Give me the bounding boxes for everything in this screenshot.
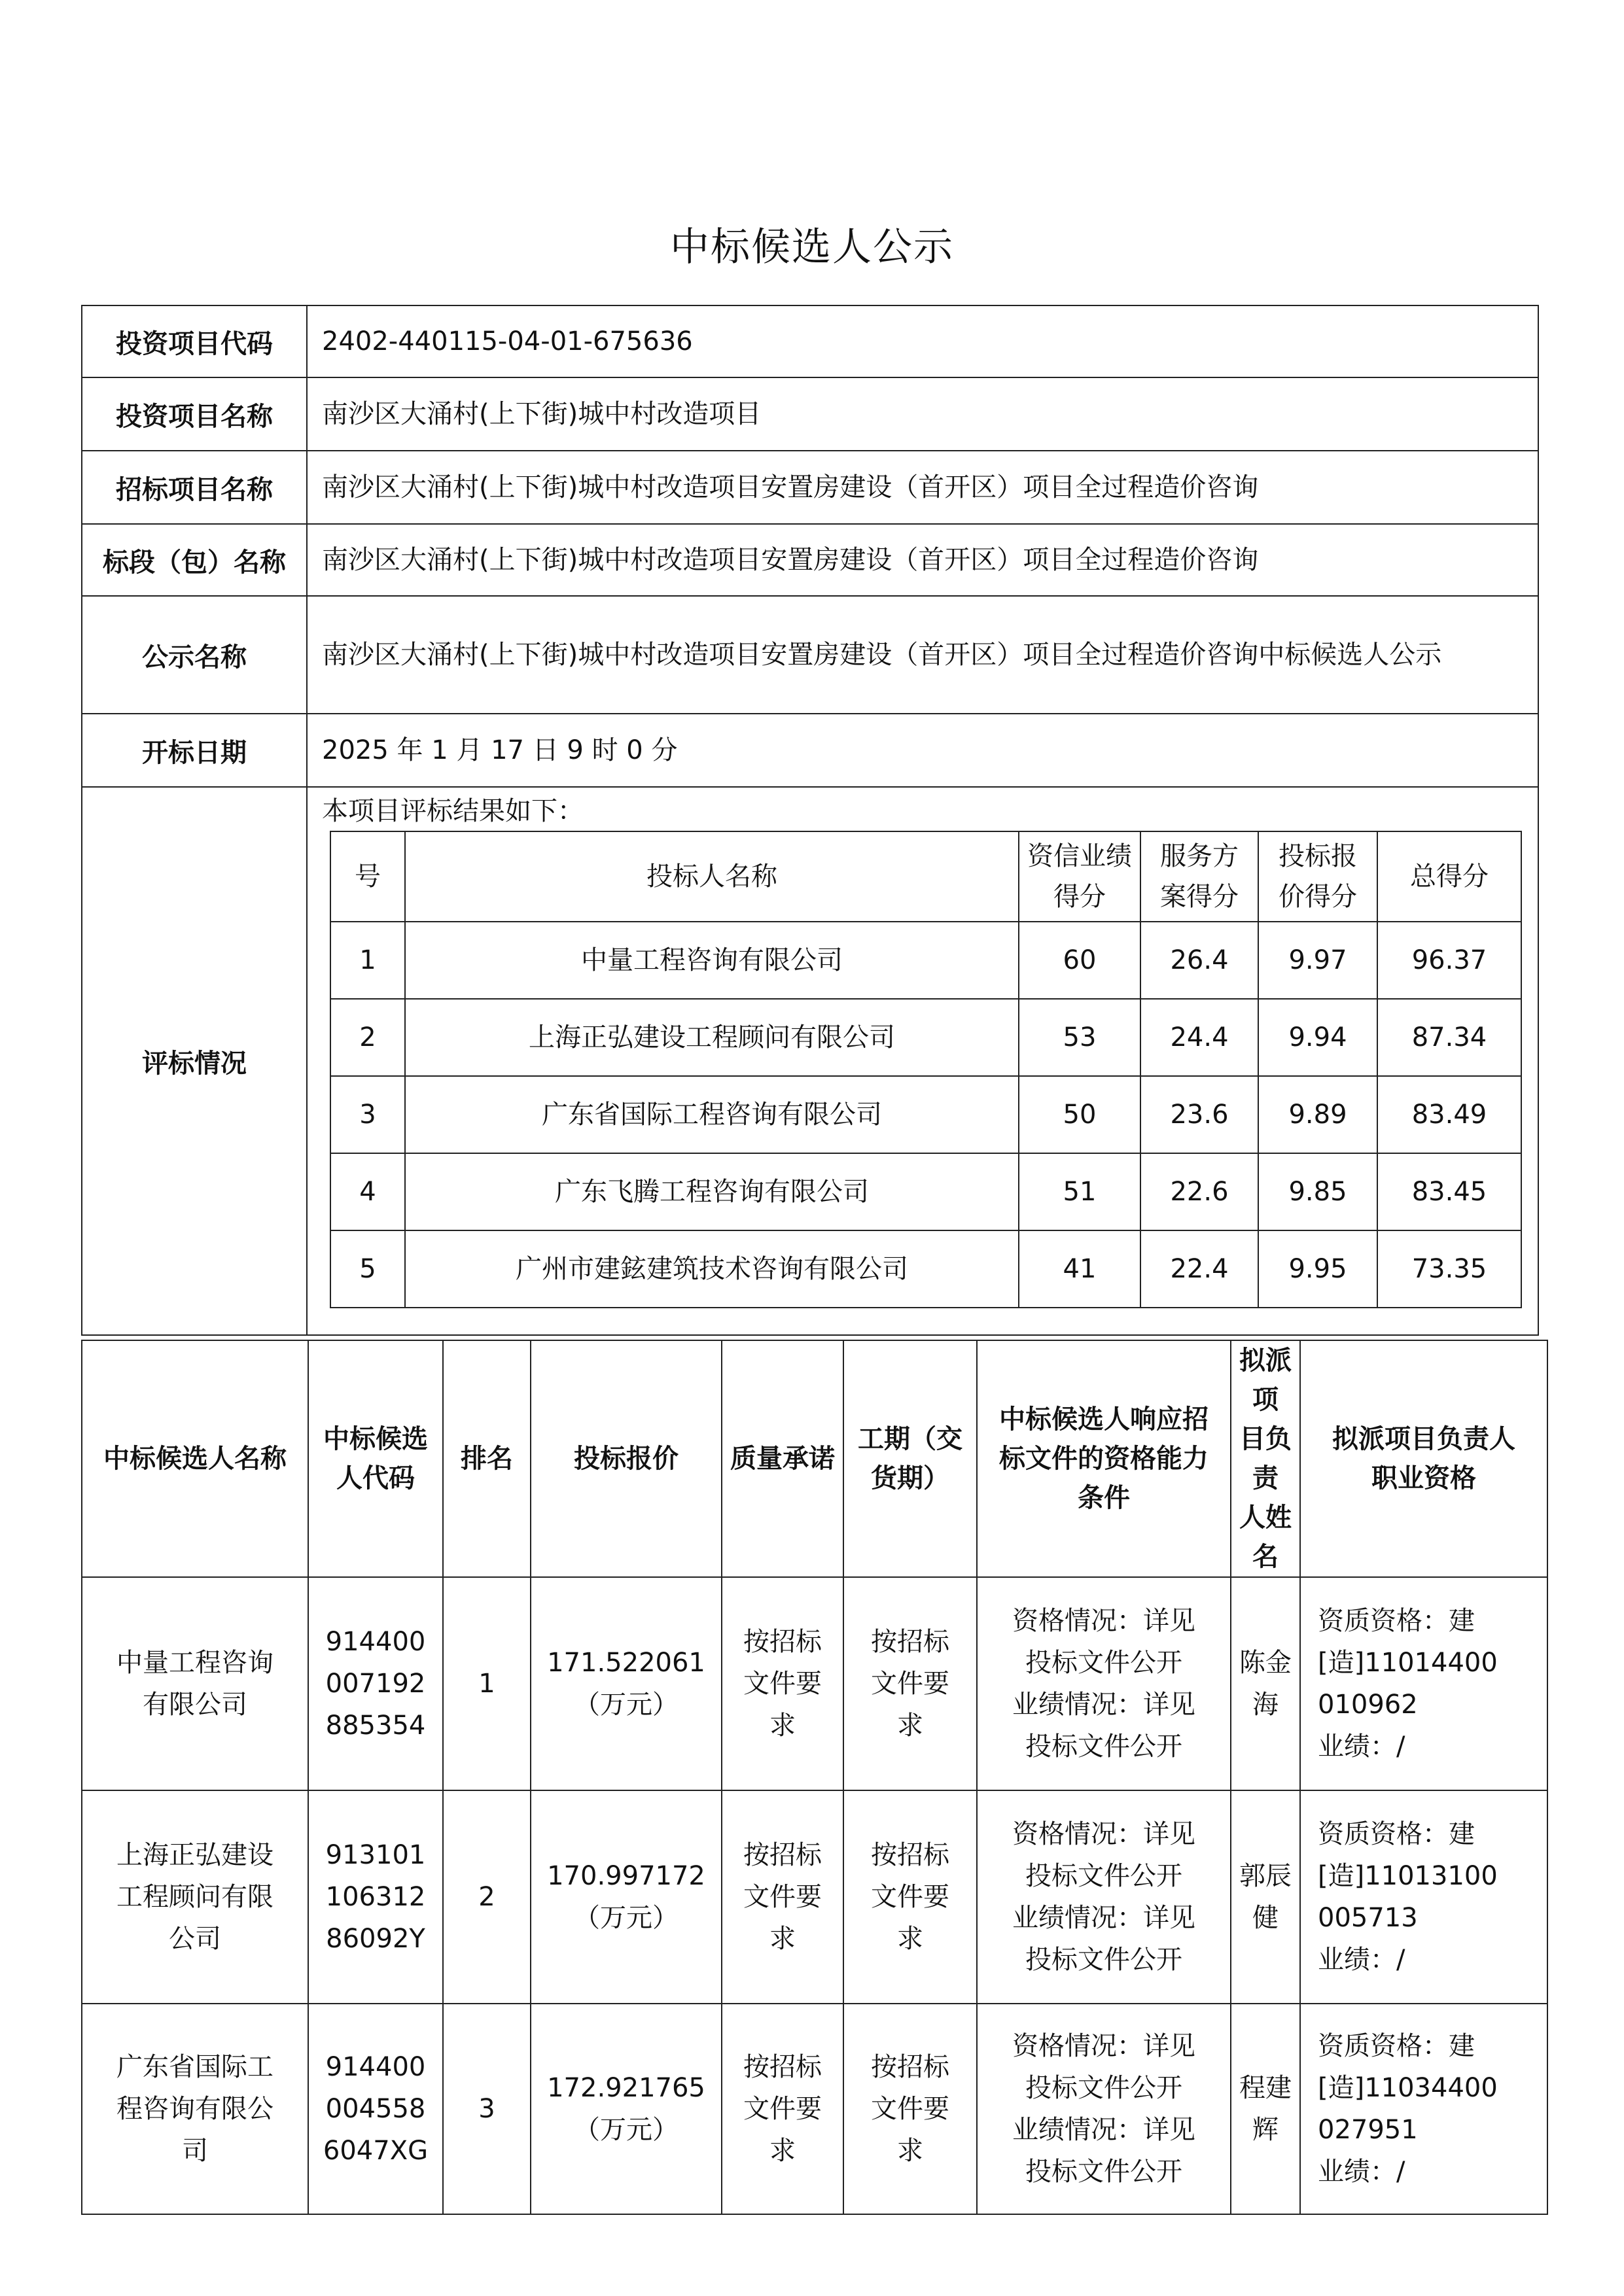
cand-header-pm-line2: 目负责 <box>1239 1424 1292 1493</box>
eval-label: 评标情况 <box>82 787 307 1335</box>
eval-intro: 本项目评标结果如下： <box>322 796 584 826</box>
tender-label: 招标项目名称 <box>82 451 307 524</box>
score-credit: 41 <box>1019 1230 1140 1308</box>
cand-header-qual-line1: 拟派项目负责人 <box>1332 1424 1515 1454</box>
cand-header-code-line1: 中标候选 <box>323 1424 428 1454</box>
section-value: 南沙区大涌村(上下街)城中村改造项目安置房建设（首开区）项目全过程造价咨询 <box>307 524 1538 596</box>
cand-cond-line: 业绩情况：详见 <box>1012 2115 1195 2145</box>
score-no: 2 <box>330 999 405 1076</box>
cand-quality-line: 文件要 <box>743 1669 822 1699</box>
cand-conditions <box>977 1790 1231 2004</box>
cand-quality <box>722 1577 843 1790</box>
score-header-total: 总得分 <box>1377 831 1521 922</box>
score-no: 5 <box>330 1230 405 1308</box>
score-total: 87.34 <box>1377 999 1521 1076</box>
cand-header-price: 投标报价 <box>531 1340 722 1577</box>
info-row-eval <box>82 787 1538 1335</box>
cand-price-value: 172.921765 <box>547 2073 705 2103</box>
score-price: 9.97 <box>1258 922 1377 999</box>
score-no: 4 <box>330 1153 405 1230</box>
cand-cond-line: 投标文件公开 <box>1025 1945 1182 1975</box>
cand-qual-line: 010962 <box>1318 1690 1418 1720</box>
score-bidder: 上海正弘建设工程顾问有限公司 <box>405 999 1019 1076</box>
cand-period-line: 文件要 <box>871 2094 949 2124</box>
cand-header-conditions <box>977 1340 1231 1577</box>
score-credit: 50 <box>1019 1076 1140 1153</box>
cand-name-line: 公司 <box>169 1924 221 1954</box>
cand-header-code <box>308 1340 443 1577</box>
info-row-section <box>82 524 1538 596</box>
cand-header-code-line2: 人代码 <box>336 1463 415 1493</box>
cand-conditions <box>977 1577 1231 1790</box>
candidates-header-row <box>82 1340 1547 1577</box>
info-row-date <box>82 714 1538 787</box>
cand-code-line: 007192 <box>325 1669 426 1699</box>
score-price: 9.89 <box>1258 1076 1377 1153</box>
cand-header-period-line2: 货期） <box>871 1463 949 1493</box>
cand-qual-line: [造]11034400 <box>1318 2073 1498 2103</box>
candidates-table <box>81 1340 1548 2215</box>
cand-pm: 陈金海 <box>1231 1577 1300 1790</box>
score-bidder: 广东飞腾工程咨询有限公司 <box>405 1153 1019 1230</box>
cand-code <box>308 1790 443 2004</box>
score-no: 3 <box>330 1076 405 1153</box>
cand-cond-line: 投标文件公开 <box>1025 1648 1182 1678</box>
score-header-price-line1: 投标报 <box>1279 841 1357 871</box>
score-credit: 60 <box>1019 922 1140 999</box>
cand-name <box>82 1790 308 2004</box>
cand-header-cond-line2: 标文件的资格能力 <box>999 1444 1209 1474</box>
cand-qual-line: 业绩：/ <box>1318 2157 1405 2187</box>
cand-code <box>308 1577 443 1790</box>
cand-period-line: 求 <box>897 1711 923 1741</box>
cand-rank: 3 <box>443 2004 531 2214</box>
cand-qualification <box>1300 1577 1547 1790</box>
tender-value: 南沙区大涌村(上下街)城中村改造项目安置房建设（首开区）项目全过程造价咨询 <box>307 451 1538 524</box>
score-price: 9.95 <box>1258 1230 1377 1308</box>
cand-quality <box>722 1790 843 2004</box>
score-bidder: 广东省国际工程咨询有限公司 <box>405 1076 1019 1153</box>
score-plan: 23.6 <box>1140 1076 1258 1153</box>
eval-cell <box>307 787 1538 1335</box>
cand-cond-line: 资格情况：详见 <box>1012 1819 1195 1849</box>
cand-quality-line: 求 <box>769 1924 796 1954</box>
cand-name-line: 中量工程咨询 <box>116 1648 274 1678</box>
cand-header-qual-line2: 职业资格 <box>1371 1463 1476 1493</box>
project-value: 南沙区大涌村(上下街)城中村改造项目 <box>307 377 1538 451</box>
candidate-row <box>82 1577 1547 1790</box>
date-label: 开标日期 <box>82 714 307 787</box>
score-row <box>330 1230 1521 1308</box>
score-header-credit <box>1019 831 1140 922</box>
cand-price <box>531 1790 722 2004</box>
cand-quality-line: 求 <box>769 1711 796 1741</box>
cand-cond-line: 业绩情况：详见 <box>1012 1903 1195 1933</box>
cand-header-period-line1: 工期（交 <box>858 1424 962 1454</box>
cand-header-name: 中标候选人名称 <box>82 1340 308 1577</box>
cand-cond-line: 业绩情况：详见 <box>1012 1690 1195 1720</box>
score-plan: 22.4 <box>1140 1230 1258 1308</box>
cand-cond-line: 投标文件公开 <box>1025 1861 1182 1891</box>
cand-price-value: 171.522061 <box>547 1648 705 1678</box>
cand-qual-line: [造]11013100 <box>1318 1861 1498 1891</box>
score-bidder: 中量工程咨询有限公司 <box>405 922 1019 999</box>
cand-period-line: 按招标 <box>871 1840 949 1870</box>
cand-header-period <box>843 1340 977 1577</box>
cand-qual-line: [造]11014400 <box>1318 1648 1498 1678</box>
score-header-row <box>330 831 1521 922</box>
cand-qual-line: 业绩：/ <box>1318 1731 1405 1762</box>
cand-quality-line: 求 <box>769 2136 796 2166</box>
score-row <box>330 1153 1521 1230</box>
cand-code-line: 914400 <box>325 2052 426 2082</box>
cand-qualification <box>1300 1790 1547 2004</box>
cand-period-line: 按招标 <box>871 1627 949 1657</box>
cand-price-unit: （万元） <box>574 2115 679 2145</box>
info-row-project <box>82 377 1538 451</box>
score-plan: 24.4 <box>1140 999 1258 1076</box>
cand-header-quality: 质量承诺 <box>722 1340 843 1577</box>
cand-code-line: 86092Y <box>326 1924 425 1954</box>
code-value: 2402-440115-04-01-675636 <box>307 305 1538 377</box>
cand-header-pm-line3: 人姓名 <box>1239 1503 1292 1572</box>
cand-header-pm <box>1231 1340 1300 1577</box>
info-row-code <box>82 305 1538 377</box>
notice-label: 公示名称 <box>82 596 307 714</box>
score-row <box>330 999 1521 1076</box>
cand-code-line: 6047XG <box>323 2136 429 2166</box>
cand-code-line: 106312 <box>325 1882 426 1912</box>
score-header-credit-line2: 得分 <box>1053 882 1106 912</box>
cand-price-unit: （万元） <box>574 1903 679 1933</box>
cand-cond-line: 投标文件公开 <box>1025 2073 1182 2103</box>
score-plan: 26.4 <box>1140 922 1258 999</box>
cand-name <box>82 1577 308 1790</box>
cand-quality-line: 文件要 <box>743 2094 822 2124</box>
cand-cond-line: 资格情况：详见 <box>1012 2031 1195 2061</box>
score-header-plan-line2: 案得分 <box>1160 882 1239 912</box>
score-bidder: 广州市建鉉建筑技术咨询有限公司 <box>405 1230 1019 1308</box>
cand-quality-line: 按招标 <box>743 1627 822 1657</box>
cand-name <box>82 2004 308 2214</box>
cand-header-qualification <box>1300 1340 1547 1577</box>
cand-cond-line: 投标文件公开 <box>1025 1731 1182 1762</box>
candidate-row <box>82 2004 1547 2214</box>
cand-qual-line: 资质资格：建 <box>1318 2031 1475 2061</box>
cand-qualification <box>1300 2004 1547 2214</box>
score-header-price <box>1258 831 1377 922</box>
cand-period <box>843 1790 977 2004</box>
cand-rank: 1 <box>443 1577 531 1790</box>
score-header-credit-line1: 资信业绩 <box>1027 841 1132 871</box>
score-header-name: 投标人名称 <box>405 831 1019 922</box>
cand-period-line: 求 <box>897 2136 923 2166</box>
cand-period-line: 按招标 <box>871 2052 949 2082</box>
cand-conditions <box>977 2004 1231 2214</box>
cand-qual-line: 资质资格：建 <box>1318 1819 1475 1849</box>
score-plan: 22.6 <box>1140 1153 1258 1230</box>
cand-qual-line: 资质资格：建 <box>1318 1606 1475 1636</box>
cand-pm: 程建辉 <box>1231 2004 1300 2214</box>
project-info-table <box>81 305 1539 1336</box>
date-value: 2025 年 1 月 17 日 9 时 0 分 <box>307 714 1538 787</box>
cand-quality <box>722 2004 843 2214</box>
document-title: 中标候选人公示 <box>670 224 954 270</box>
score-total: 83.45 <box>1377 1153 1521 1230</box>
cand-header-pm-line1: 拟派项 <box>1239 1346 1292 1415</box>
cand-cond-line: 资格情况：详见 <box>1012 1606 1195 1636</box>
score-total: 96.37 <box>1377 922 1521 999</box>
cand-code-line: 914400 <box>325 1627 426 1657</box>
cand-period <box>843 2004 977 2214</box>
cand-code <box>308 2004 443 2214</box>
cand-code-line: 004558 <box>325 2094 426 2124</box>
notice-value: 南沙区大涌村(上下街)城中村改造项目安置房建设（首开区）项目全过程造价咨询中标候选人公示 <box>307 596 1538 714</box>
cand-quality-line: 按招标 <box>743 2052 822 2082</box>
cand-cond-line: 投标文件公开 <box>1025 2157 1182 2187</box>
cand-name-line: 程咨询有限公 <box>116 2094 274 2124</box>
cand-header-cond-line3: 条件 <box>1078 1483 1130 1513</box>
section-label: 标段（包）名称 <box>82 524 307 596</box>
score-table <box>330 831 1522 1308</box>
cand-code-line: 885354 <box>325 1711 426 1741</box>
cand-quality-line: 按招标 <box>743 1840 822 1870</box>
score-credit: 51 <box>1019 1153 1140 1230</box>
score-row <box>330 922 1521 999</box>
score-total: 83.49 <box>1377 1076 1521 1153</box>
cand-qual-line: 005713 <box>1318 1903 1418 1933</box>
info-row-notice <box>82 596 1538 714</box>
score-price: 9.94 <box>1258 999 1377 1076</box>
score-total: 73.35 <box>1377 1230 1521 1308</box>
cand-price <box>531 2004 722 2214</box>
cand-price-value: 170.997172 <box>547 1861 705 1891</box>
score-credit: 53 <box>1019 999 1140 1076</box>
candidate-row <box>82 1790 1547 2004</box>
cand-pm: 郭辰健 <box>1231 1790 1300 2004</box>
score-no: 1 <box>330 922 405 999</box>
score-header-no: 号 <box>330 831 405 922</box>
cand-name-line: 广东省国际工 <box>116 2052 274 2082</box>
project-label: 投资项目名称 <box>82 377 307 451</box>
score-header-price-line2: 价得分 <box>1279 882 1357 912</box>
cand-period-line: 文件要 <box>871 1669 949 1699</box>
cand-price <box>531 1577 722 1790</box>
cand-name-line: 有限公司 <box>143 1690 247 1720</box>
score-header-plan <box>1140 831 1258 922</box>
cand-code-line: 913101 <box>325 1840 426 1870</box>
cand-rank: 2 <box>443 1790 531 2004</box>
info-row-tender <box>82 451 1538 524</box>
cand-name-line: 司 <box>182 2136 208 2166</box>
cand-qual-line: 业绩：/ <box>1318 1945 1405 1975</box>
score-price: 9.85 <box>1258 1153 1377 1230</box>
score-row <box>330 1076 1521 1153</box>
cand-name-line: 上海正弘建设 <box>116 1840 274 1870</box>
cand-name-line: 工程顾问有限 <box>116 1882 274 1912</box>
cand-period <box>843 1577 977 1790</box>
cand-price-unit: （万元） <box>574 1690 679 1720</box>
cand-period-line: 文件要 <box>871 1882 949 1912</box>
cand-qual-line: 027951 <box>1318 2115 1418 2145</box>
cand-period-line: 求 <box>897 1924 923 1954</box>
cand-quality-line: 文件要 <box>743 1882 822 1912</box>
cand-header-cond-line1: 中标候选人响应招 <box>999 1404 1209 1435</box>
cand-header-rank: 排名 <box>443 1340 531 1577</box>
score-header-plan-line1: 服务方 <box>1160 841 1239 871</box>
code-label: 投资项目代码 <box>82 305 307 377</box>
